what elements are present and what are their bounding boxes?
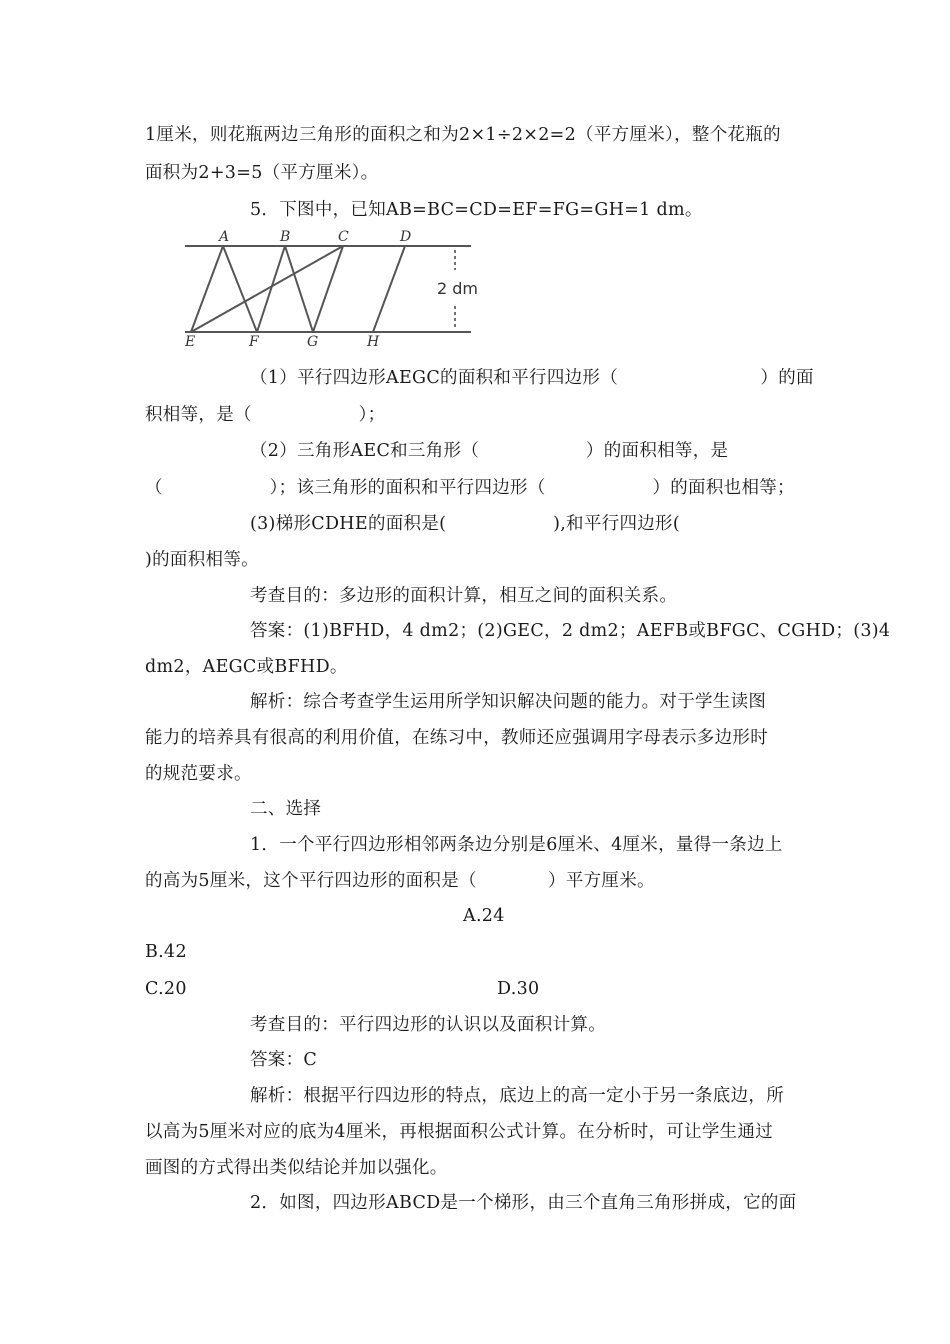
text-line: dm2，AEGC或BFHD。 [145, 657, 348, 677]
segment-AF [223, 246, 257, 332]
text-line: 2．如图，四边形ABCD是一个梯形，由三个直角三角形拼成，它的面 [250, 1193, 797, 1213]
label-D: D [400, 229, 412, 245]
text-line: 解析：根据平行四边形的特点，底边上的高一定小于另一条底边，所 [250, 1086, 784, 1106]
text-line: 的规范要求。 [145, 764, 252, 784]
text-line: )的面积相等。 [145, 550, 259, 570]
label-H: H [367, 334, 380, 350]
height-label: 2 dm [437, 279, 479, 298]
text-line: 能力的培养具有很高的利用价值，在练习中，教师还应强调用字母表示多边形时 [145, 728, 768, 748]
figure-svg [183, 226, 503, 350]
segment-AE [191, 246, 223, 332]
text-line: 的高为5厘米，这个平行四边形的面积是（ ）平方厘米。 [145, 871, 655, 891]
segment-CG [313, 246, 343, 332]
section-heading: 二、选择 [250, 799, 322, 819]
label-A: A [219, 229, 230, 245]
label-G: G [307, 334, 319, 350]
text-line: 考查目的：多边形的面积计算，相互之间的面积关系。 [250, 586, 678, 606]
label-B: B [280, 229, 291, 245]
option-d: D.30 [497, 979, 540, 999]
text-line: 答案：C [250, 1050, 318, 1070]
text-line: 以高为5厘米对应的底为4厘米，再根据面积公式计算。在分析时，可让学生通过 [145, 1122, 774, 1142]
text-line: 1厘米，则花瓶两边三角形的面积之和为2×1÷2×2=2（平方厘米），整个花瓶的 [145, 125, 781, 145]
question-5-title: 5．下图中，已知AB=BC=CD=EF=FG=GH=1 dm。 [250, 200, 703, 220]
text-line: 答案：(1)BFHD，4 dm2；(2)GEC，2 dm2；AEFB或BFGC、CGHD；(3)4 [250, 621, 891, 641]
segment-BG [285, 246, 313, 332]
option-c: C.20 [145, 979, 187, 999]
text-line: （2）三角形AEC和三角形（ ）的面积相等，是 [250, 441, 729, 461]
text-line: 画图的方式得出类似结论并加以强化。 [145, 1158, 448, 1178]
text-line: 解析：综合考查学生运用所学知识解决问题的能力。对于学生读图 [250, 692, 767, 712]
option-a: A.24 [463, 906, 505, 926]
text-line: (3)梯形CDHE的面积是( ),和平行四边形( [250, 514, 680, 534]
text-line: （ ）；该三角形的面积和平行四边形（ ）的面积也相等； [145, 478, 795, 498]
text-line: 面积为2+3=5（平方厘米）。 [145, 163, 379, 183]
text-line: 1．一个平行四边形相邻两条边分别是6厘米、4厘米，量得一条边上 [250, 835, 783, 855]
label-C: C [338, 229, 349, 245]
option-b: B.42 [145, 942, 187, 962]
segment-DH [373, 246, 405, 332]
label-E: E [185, 334, 196, 350]
parallelogram-figure [183, 226, 503, 350]
text-line: （1）平行四边形AEGC的面积和平行四边形（ ）的面 [250, 368, 814, 388]
segment-CE [191, 246, 343, 332]
label-F: F [249, 334, 259, 350]
segment-BF [257, 246, 285, 332]
text-line: 积相等，是（ ）； [145, 405, 386, 425]
text-line: 考查目的：平行四边形的认识以及面积计算。 [250, 1015, 606, 1035]
